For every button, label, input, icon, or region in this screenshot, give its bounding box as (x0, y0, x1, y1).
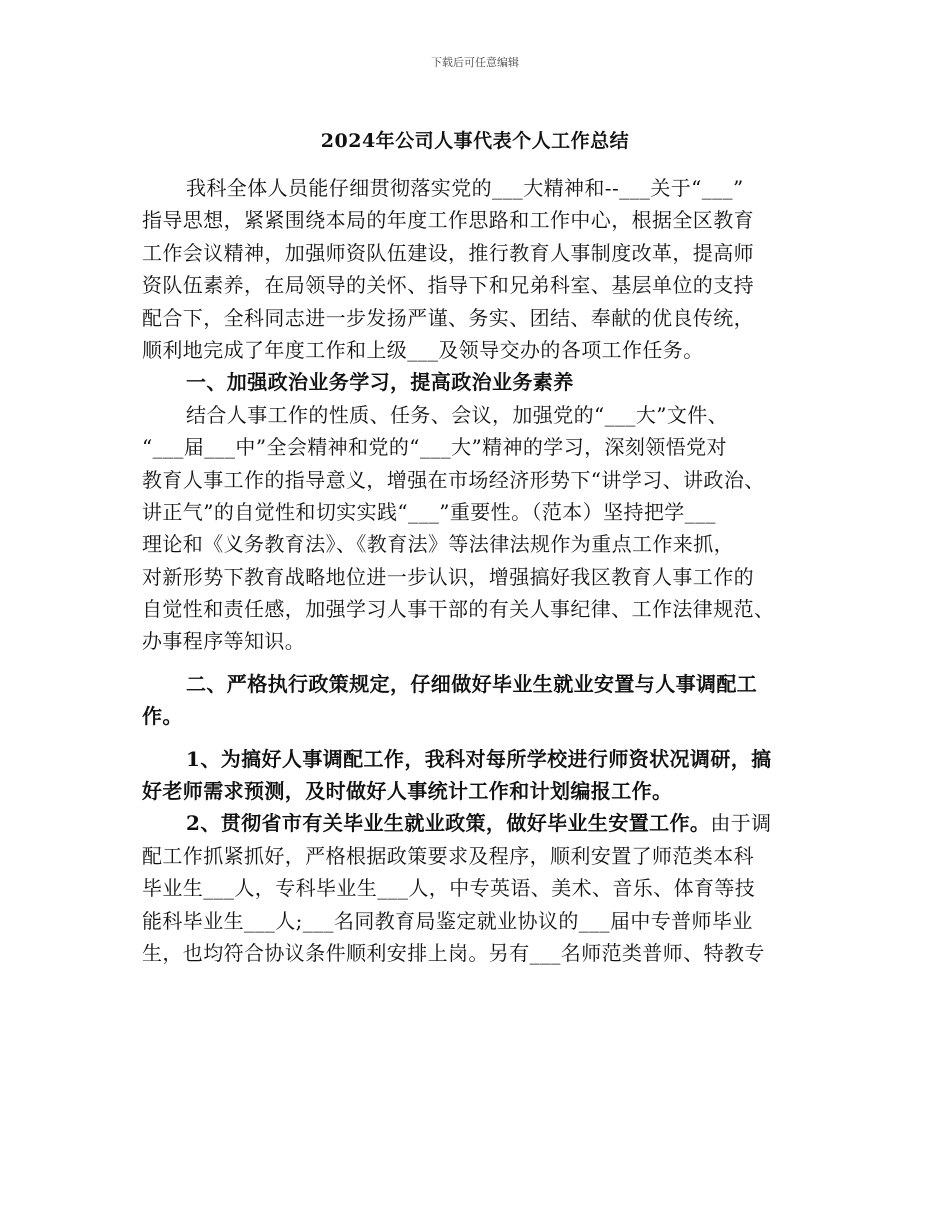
text-line: 理论和《义务教育法》、《教育法》等法律法规作为重点工作来抓， (142, 532, 734, 557)
header-note: 下载后可任意编辑 (431, 56, 519, 69)
section-heading-2 (142, 668, 814, 733)
text-line: “___届___中”全会精神和党的“___大”精神的学习，深刻领悟党对 (142, 435, 727, 460)
item-2 (142, 807, 814, 969)
text-line: 配合下，全科同志进一步发扬严谨、务实、团结、奉献的优良传统， (142, 305, 754, 330)
text-line: 能科毕业生___人;___名同教育局鉴定就业协议的___届中专普师毕业 (142, 908, 753, 933)
text-line: 办事程序等知识。 (142, 629, 306, 654)
text-line: 教育人事工作的指导意义，增强在市场经济形势下“讲学习、讲政治、 (142, 467, 765, 492)
text-line: 自觉性和责任感，加强学习人事干部的有关人事纪律、工作法律规范、 (142, 597, 775, 622)
item-1 (142, 743, 814, 808)
heading-line: 一、加强政治业务学习，提高政治业务素养 (186, 370, 574, 395)
item-lead-line (142, 807, 814, 839)
text-line: 指导思想，紧紧围绕本局的年度工作思路和工作中心，根据全区教育 (142, 208, 754, 233)
heading-line: 二、严格执行政策规定，仔细做好毕业生就业安置与人事调配工 (186, 671, 758, 696)
text-line: 对新形势下教育战略地位进一步认识，增强搞好我区教育人事工作的 (142, 564, 754, 589)
item-lead-rest: 由于调 (710, 811, 772, 836)
text-line: 我科全体人员能仔细贯彻落实党的___大精神和--___关于“___” (186, 176, 744, 200)
heading-line: 作。 (142, 704, 183, 729)
paragraph-study (142, 399, 814, 658)
text-line: 配工作抓紧抓好，严格根据政策要求及程序，顺利安置了师范类本科 (142, 843, 754, 868)
text-line: 毕业生___人，专科毕业生___人，中专英语、美术、音乐、体育等技 (142, 876, 756, 901)
text-line: 资队伍素养，在局领导的关怀、指导下和兄弟科室、基层单位的支持 (142, 273, 754, 298)
paragraph-intro (142, 172, 814, 366)
item-lead-bold: 2、贯彻省市有关毕业生就业政策，做好毕业生安置工作。 (186, 811, 711, 836)
document-body (142, 172, 814, 969)
item-line: 好老师需求预测，及时做好人事统计工作和计划编报工作。 (142, 779, 673, 804)
section-heading-1 (142, 366, 814, 398)
document-title: 2024年公司人事代表个人工作总结 (320, 130, 630, 152)
text-line: 结合人事工作的性质、任务、会议，加强党的“___大”文件、 (186, 402, 729, 427)
text-line: 生，也均符合协议条件顺利安排上岗。另有___名师范类普师、特教专 (142, 940, 765, 965)
text-line: 工作会议精神，加强师资队伍建设，推行教育人事制度改革，提高师 (142, 240, 754, 265)
item-line: 1、为搞好人事调配工作，我科对每所学校进行师资状况调研，搞 (186, 746, 772, 771)
text-line: 顺利地完成了年度工作和上级___及领导交办的各项工作任务。 (142, 337, 704, 362)
text-line: 讲正气”的自觉性和切实实践“___”重要性。（范本）坚持把学___ (142, 499, 716, 524)
